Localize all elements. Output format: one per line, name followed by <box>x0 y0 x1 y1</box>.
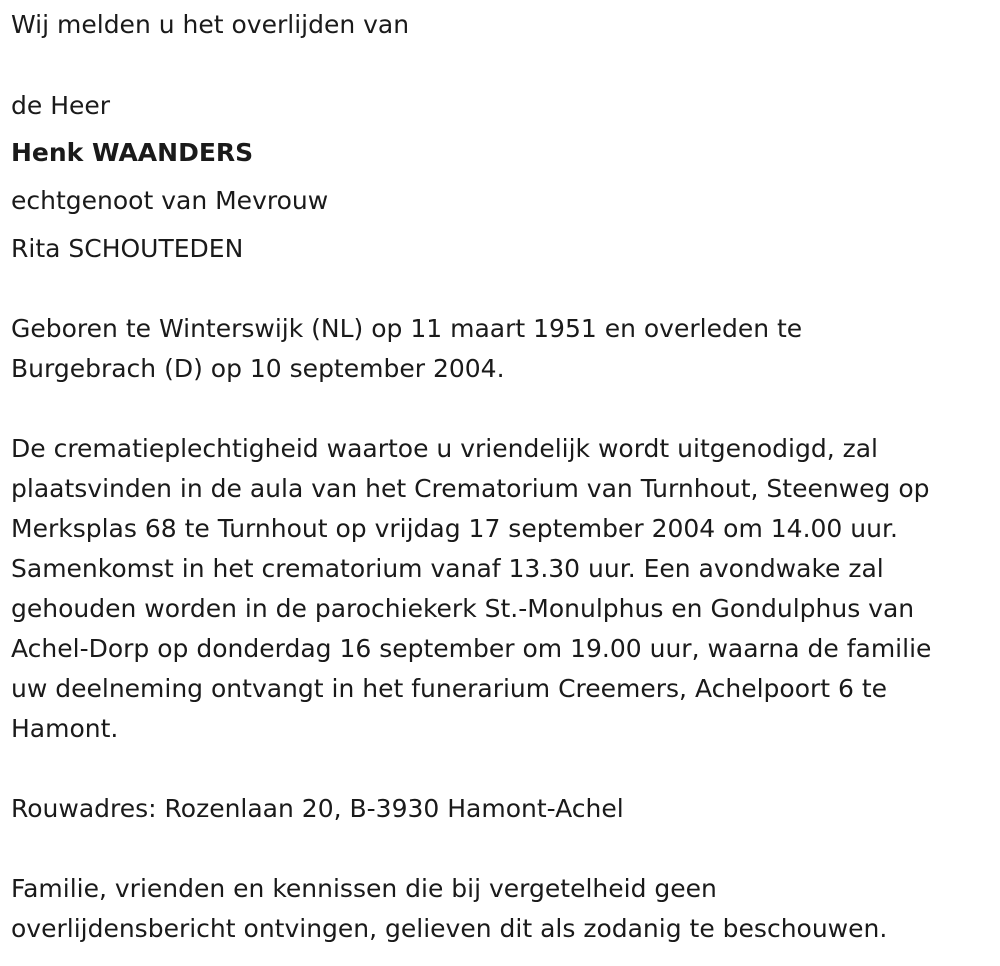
ceremony-line: plaatsvinden in de aula van het Crematorium van Turnhout, Steenweg op <box>11 474 930 503</box>
ceremony-line: gehouden worden in de parochiekerk St.-Monulphus en Gondulphus van <box>11 594 915 623</box>
spouse-name: Rita SCHOUTEDEN <box>11 234 244 263</box>
mourning-address: Rouwadres: Rozenlaan 20, B-3930 Hamont-Achel <box>11 794 624 823</box>
ceremony-line: De crematieplechtigheid waartoe u vriendelijk wordt uitgenodigd, zal <box>11 434 878 463</box>
birth-death-line: Geboren te Winterswijk (NL) op 11 maart 1951 en overleden te <box>11 314 803 343</box>
ceremony-line: Merksplas 68 te Turnhout op vrijdag 17 september 2004 om 14.00 uur. <box>11 514 898 543</box>
ceremony-line: Samenkomst in het crematorium vanaf 13.30 uur. Een avondwake zal <box>11 554 884 583</box>
intro-text: Wij melden u het overlijden van <box>11 10 410 39</box>
closing-line: overlijdensbericht ontvingen, gelieven dit als zodanig te beschouwen. <box>11 914 888 943</box>
honorific: de Heer <box>11 91 111 120</box>
ceremony-line: uw deelneming ontvangt in het funerarium Creemers, Achelpoort 6 te <box>11 674 888 703</box>
birth-death-line: Burgebrach (D) op 10 september 2004. <box>11 354 505 383</box>
ceremony-line: Achel-Dorp op donderdag 16 september om 19.00 uur, waarna de familie <box>11 634 932 663</box>
closing-line: Familie, vrienden en kennissen die bij vergetelheid geen <box>11 874 717 903</box>
ceremony-line: Hamont. <box>11 714 119 743</box>
spouse-label: echtgenoot van Mevrouw <box>11 186 329 215</box>
deceased-name: Henk WAANDERS <box>11 138 254 167</box>
